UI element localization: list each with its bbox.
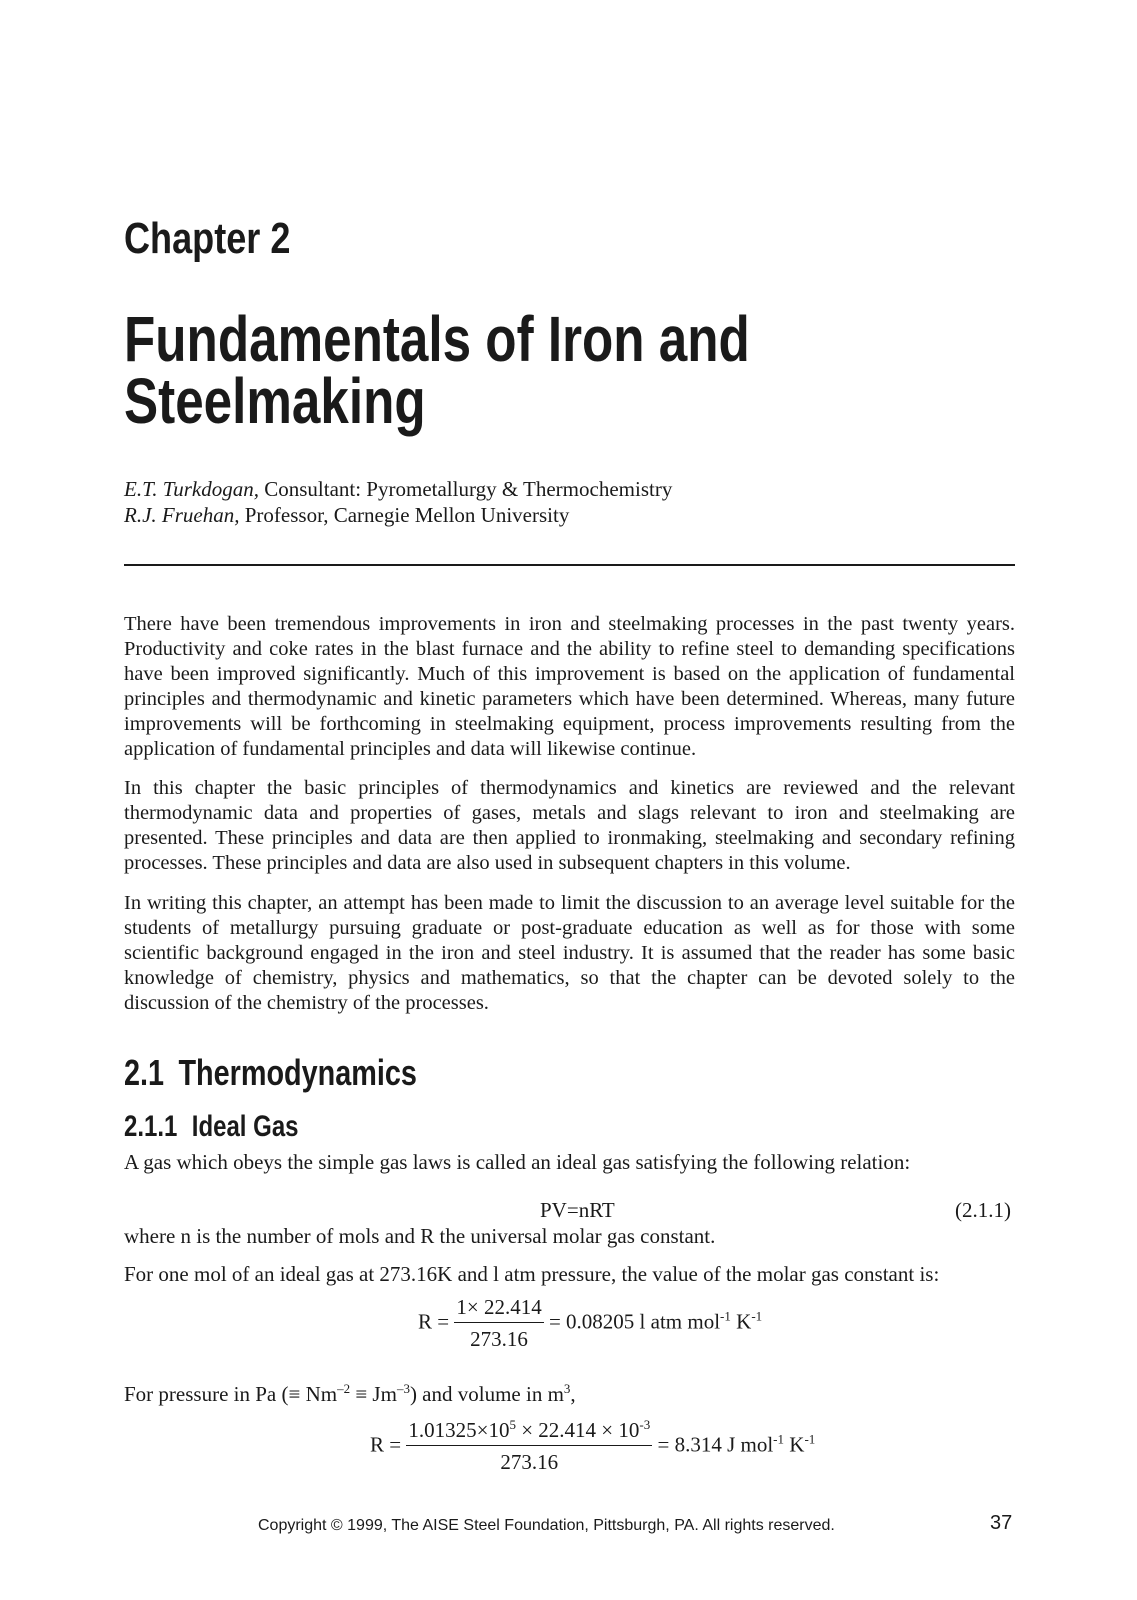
fraction-denominator: 273.16 <box>470 1327 528 1351</box>
equation-rhs: = 8.314 J mol <box>657 1432 774 1457</box>
equation-fraction <box>406 1418 652 1475</box>
equation-lhs: R = <box>418 1309 450 1334</box>
author-affiliation: Consultant: Pyrometallurgy & Thermochemistry <box>258 477 673 501</box>
section-title: Thermodynamics <box>178 1052 417 1093</box>
intro-paragraph: There have been tremendous improvements in iron and steelmaking processes in the past twenty years. Productivity and coke rates in the blast furnace and the ability to refine steel to demanding specifications have been improved significantly. Much of this improvement is based on the application of fundamental principles and thermodynamic and kinetic parameters which have been determined. Whereas, many future improvements will be forthcoming in steelmaking equipment, process improvements resulting from the application of fundamental principles and data will likewise continue. <box>124 613 1015 760</box>
exponent: -1 <box>773 1431 785 1447</box>
chapter-title-line-1: Fundamentals of Iron and <box>124 303 750 375</box>
author-affiliation: Professor, Carnegie Mellon University <box>239 503 570 527</box>
chapter-label: Chapter 2 <box>124 214 291 263</box>
body-text-ideal-gas: A gas which obeys the simple gas laws is called an ideal gas satisfying the following relation: <box>124 1150 911 1174</box>
equation-fraction <box>454 1295 543 1352</box>
chapter-title <box>124 303 1004 437</box>
equation-gas-constant-si <box>370 1418 815 1475</box>
equation-ideal-gas-law: PV=nRT <box>540 1198 615 1222</box>
page-number: 37 <box>990 1512 1013 1534</box>
subsection-title: Ideal Gas <box>191 1110 299 1143</box>
fraction-numerator: $1.01325\times 10^5 \times 22.414 \times 10^{-3}$ <box>406 1418 652 1446</box>
section-heading <box>124 1052 417 1094</box>
equation-lhs: R = <box>370 1432 402 1457</box>
author-entry <box>124 476 672 502</box>
equation-number: (2.1.1) <box>955 1198 1011 1222</box>
exponent: -1 <box>751 1308 763 1324</box>
fraction-denominator: 273.16 <box>500 1450 559 1474</box>
intro-paragraph: In writing this chapter, an attempt has been made to limit the discussion to an average level suitable for the students of metallurgy pursuing graduate or post-graduate education as well as for those with some scientific background engaged in the iron and steel industry. It is assumed that the reader has some basic knowledge of chemistry, physics and mathematics, so that the chapter can be devoted solely to the discussion of the chemistry of the processes. <box>124 892 1015 1014</box>
unit-kelvin: K <box>784 1432 805 1457</box>
equation-gas-constant-atm <box>418 1295 762 1352</box>
unit-kelvin: K <box>730 1309 752 1334</box>
fraction-numerator: 1× 22.414 <box>454 1295 543 1323</box>
copyright-footer: Copyright © 1999, The AISE Steel Foundation, Pittsburgh, PA. All rights reserved. <box>258 1517 835 1534</box>
intro-paragraph: In this chapter the basic principles of thermodynamics and kinetics are reviewed and the relevant thermodynamic data and properties of gases, metals and slags relevant to iron and steelmaking are presented. These principles and data are then applied to ironmaking, steelmaking and secondary refining processes. These principles and data are also used in subsequent chapters in this volume. <box>124 777 1015 874</box>
subsection-heading <box>124 1110 299 1144</box>
header-divider <box>124 564 1015 566</box>
body-text-one-mol: For one mol of an ideal gas at 273.16K and l atm pressure, the value of the molar gas constant is: <box>124 1262 940 1286</box>
body-text-pressure-pa: For pressure in Pa (≡ $Nm^{-2} \equiv Jm^{-3}$) and volume in $m^3$, <box>124 1381 576 1406</box>
section-number: 2.1 <box>124 1052 165 1093</box>
exponent: -1 <box>720 1308 731 1324</box>
author-name: E.T. Turkdogan, <box>124 477 259 501</box>
chapter-title-line-2: Steelmaking <box>124 365 426 437</box>
author-entry <box>124 502 672 528</box>
exponent: -1 <box>804 1431 816 1447</box>
equation-rhs: = 0.08205 l atm mol <box>548 1309 721 1334</box>
author-list <box>124 476 672 528</box>
author-name: R.J. Fruehan, <box>124 503 240 527</box>
subsection-number: 2.1.1 <box>124 1110 178 1143</box>
body-text-where-n: where n is the number of mols and R the universal molar gas constant. <box>124 1224 716 1248</box>
